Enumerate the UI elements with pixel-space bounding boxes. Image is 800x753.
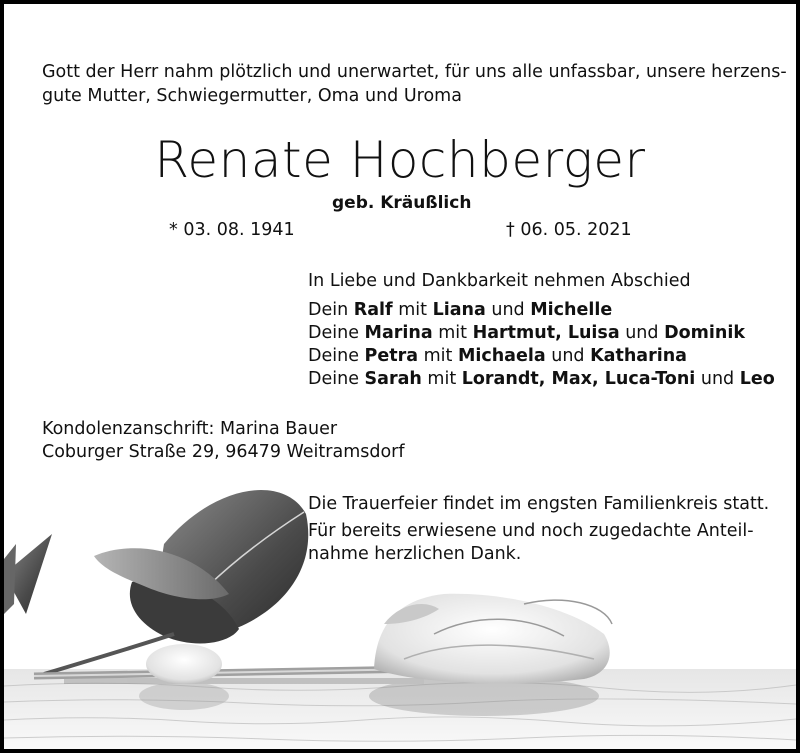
family-farewell: [308, 270, 775, 391]
white-rose: [374, 594, 612, 684]
family-line: Deine Petra mit Michaela und Katharina: [308, 346, 687, 366]
service-line-1: Die Trauerfeier findet im engsten Familienkreis statt.: [308, 494, 770, 514]
family-line: Deine Sarah mit Lorandt, Max, Luca-Toni und Leo: [308, 369, 775, 389]
death-date: † 06. 05. 2021: [506, 220, 632, 240]
condolence-address: [42, 418, 405, 464]
thanks-line-2: nahme herzlichen Dank.: [308, 544, 522, 564]
intro-text: [42, 60, 787, 108]
deceased-name: Renate Hochberger: [154, 131, 646, 189]
address-line-1: Kondolenzanschrift: Marina Bauer: [42, 419, 338, 439]
leaf: [4, 544, 16, 614]
small-bud: [146, 644, 222, 684]
maiden-name: geb. Kräußlich: [332, 193, 472, 213]
intro-line-1: Gott der Herr nahm plötzlich und unerwartet, für uns alle unfassbar, unsere herzens-: [42, 62, 787, 82]
address-line-2: Coburger Straße 29, 96479 Weitramsdorf: [42, 442, 405, 462]
intro-line-2: gute Mutter, Schwiegermutter, Oma und Uroma: [42, 86, 462, 106]
farewell-lead: In Liebe und Dankbarkeit nehmen Abschied: [308, 271, 691, 291]
service-info: [308, 493, 769, 566]
family-line: Dein Ralf mit Liana und Michelle: [308, 300, 613, 320]
thanks-line-1: Für bereits erwiesene und noch zugedachte Anteil-: [308, 521, 754, 541]
birth-date: * 03. 08. 1941: [169, 220, 295, 240]
family-line: Deine Marina mit Hartmut, Luisa und Dominik: [308, 323, 745, 343]
